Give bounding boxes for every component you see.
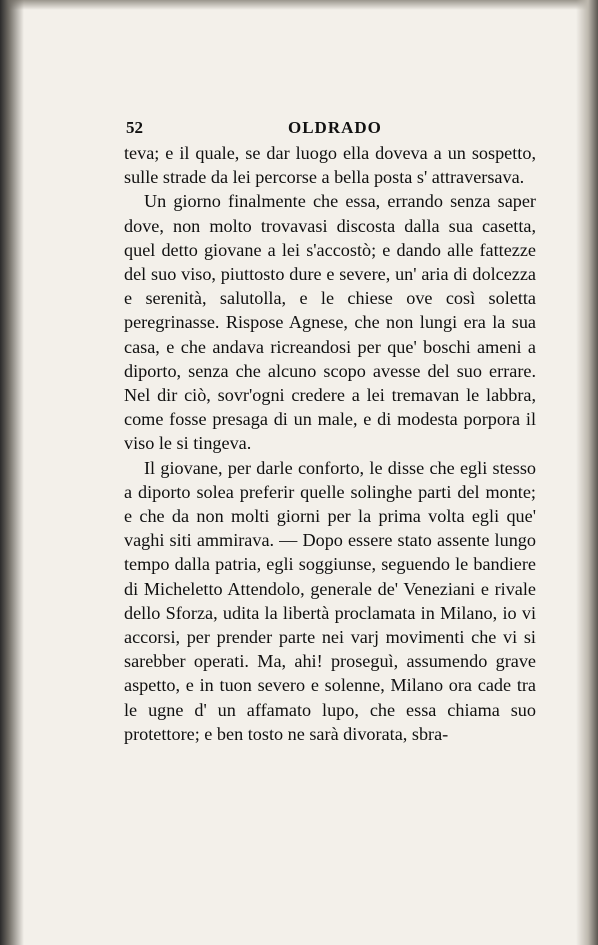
paragraph: Il giovane, per darle conforto, le disse che egli stesso a diporto solea preferir quelle solinghe parti del monte; e che da non molti giorni per la prima volta egli que' vaghi siti ammirava. — Dopo essere stato assente lungo tempo dalla patria, egli soggiunse, seguendo le bandiere di Micheletto Attendolo, generale de' Veneziani e rivale dello Sforza, udita la libertà proclamata in Milano, io vi accorsi, per prender parte nei varj movimenti che vi si sarebber operati. Ma, ahi! proseguì, assumendo grave aspetto, e in tuon severo e solenne, Milano ora cade tra le ugne d' un affamato lupo, che essa chiama suo protettore; e ben tosto ne sarà divorata, sbra- — [124, 457, 536, 744]
body-text — [124, 141, 536, 746]
page-number: 52 — [126, 118, 143, 137]
page-outer-edge — [576, 0, 598, 945]
page-top-shadow — [0, 0, 598, 10]
running-title: OLDRADO — [288, 118, 382, 137]
paragraph: Un giorno finalmente che essa, errando senza saper dove, non molto trovavasi discosta dalla sua casetta, quel detto giovane a lei s'accostò; e dando alle fattezze del suo viso, piuttosto dure e severe, un' aria di dolcezza e serenità, salutolla, e le chiese ove così soletta peregrinasse. Rispose Agnese, che non lungi era la sua casa, e che andava ricreandosi per que' boschi ameni a diporto, senza che alcuno scopo avesse del suo errare. Nel dir ciò, sovr'ogni credere a lei tremavan le labbra, come fosse presaga di un male, e di modesta porpora il viso le si tingeva. — [124, 191, 536, 454]
page-header — [126, 118, 536, 140]
page-binding-edge — [0, 0, 24, 945]
paragraph-continued: teva; e il quale, se dar luogo ella doveva a un sospetto, sulle strade da lei percorse a bella posta s' attraversava. — [124, 143, 536, 188]
